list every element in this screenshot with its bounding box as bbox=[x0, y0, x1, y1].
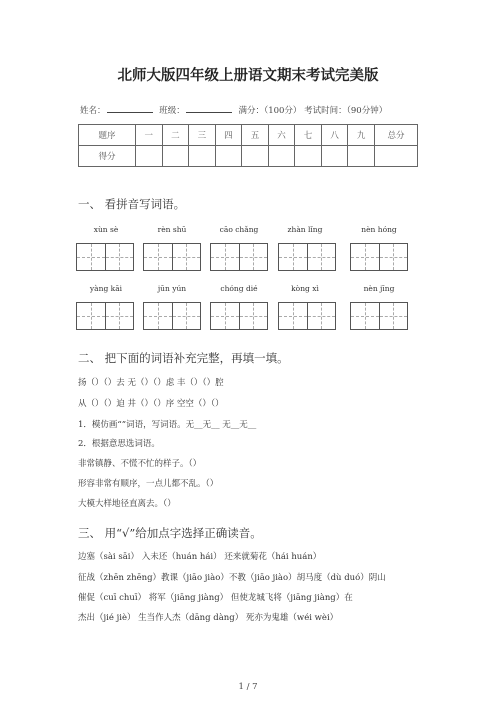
class-label: 班级： bbox=[159, 106, 185, 116]
writing-grid[interactable] bbox=[350, 302, 408, 330]
question-2: 2．根据意思选词语。 bbox=[78, 439, 160, 449]
page-title: 北师大版四年级上册语文期末考试完美版 bbox=[117, 68, 379, 84]
pronunciation-line-2: 征战（zhēn zhēng）教课（jiāo jiào）不教（jiāo jiào）胡马度（dù duó）阴山 bbox=[78, 573, 386, 583]
pinyin-label: zhàn lǐng bbox=[287, 225, 323, 234]
name-label: 姓名： bbox=[80, 106, 106, 116]
score-header-cell: 一 bbox=[136, 125, 163, 146]
pinyin-label: nèn jīng bbox=[363, 284, 395, 293]
pinyin-label: chóng dié bbox=[220, 284, 258, 293]
writing-grid[interactable] bbox=[143, 243, 201, 271]
definition-1: 非常镇静、不慌不忙的样子。（） bbox=[78, 459, 202, 469]
pinyin-label: nèn hóng bbox=[361, 225, 397, 234]
score-header-cell: 题序 bbox=[79, 125, 136, 146]
score-row-label: 得分 bbox=[79, 146, 136, 167]
score-cell[interactable] bbox=[242, 146, 269, 167]
writing-grid[interactable] bbox=[278, 243, 336, 271]
score-cell[interactable] bbox=[375, 146, 418, 167]
class-blank[interactable] bbox=[186, 104, 232, 113]
writing-grid[interactable] bbox=[210, 302, 268, 330]
name-blank[interactable] bbox=[107, 104, 153, 113]
score-header-cell: 总分 bbox=[375, 125, 418, 146]
student-info-line bbox=[80, 104, 387, 116]
score-header-cell: 二 bbox=[162, 125, 189, 146]
score-header-cell: 七 bbox=[295, 125, 322, 146]
score-cell[interactable] bbox=[189, 146, 216, 167]
writing-grid[interactable] bbox=[76, 243, 134, 271]
score-table-score-row bbox=[79, 146, 418, 167]
score-table bbox=[78, 124, 418, 167]
score-header-cell: 三 bbox=[189, 125, 216, 146]
section-2-heading: 二、 把下面的词语补充完整，再填一填。 bbox=[78, 351, 289, 365]
score-header-cell: 六 bbox=[268, 125, 295, 146]
writing-grid[interactable] bbox=[76, 302, 134, 330]
pronunciation-line-3: 催促（cuī chuī） 将军（jiāng jiàng） 但使龙城飞将（jiāng jiàng）在 bbox=[78, 593, 353, 603]
fill-line-1: 扬（）（）去 无（）（）虑 丰（）（）腔 bbox=[78, 378, 224, 388]
section-1-heading: 一、 看拼音写词语。 bbox=[78, 197, 186, 211]
pinyin-label: rèn shū bbox=[157, 225, 187, 234]
page-number: 1 / 7 bbox=[238, 682, 258, 692]
writing-grid[interactable] bbox=[143, 302, 201, 330]
score-cell[interactable] bbox=[321, 146, 348, 167]
pronunciation-line-4: 杰出（jié jiè） 生当作人杰（dāng dàng） 死亦为鬼雄（wéi wèi） bbox=[78, 613, 339, 623]
pinyin-label: xùn sè bbox=[93, 225, 119, 234]
score-header-cell: 四 bbox=[215, 125, 242, 146]
question-1: 1．模仿画“”词语，写词语。无__无__ 无__无__ bbox=[78, 420, 257, 430]
pinyin-label: kòng xì bbox=[291, 284, 319, 293]
fill-line-2: 从（）（）迫 井（）（）序 空空（）（） bbox=[78, 399, 224, 409]
score-cell[interactable] bbox=[348, 146, 375, 167]
score-table-header-row bbox=[79, 125, 418, 146]
score-cell[interactable] bbox=[295, 146, 322, 167]
exam-time-label: 考试时间：（90分钟） bbox=[304, 106, 388, 116]
score-cell[interactable] bbox=[162, 146, 189, 167]
writing-grid[interactable] bbox=[278, 302, 336, 330]
writing-grid[interactable] bbox=[350, 243, 408, 271]
pronunciation-line-1: 边塞（sài sāi） 入未还（huán hái） 还来就菊花（hái huán） bbox=[78, 552, 322, 562]
score-cell[interactable] bbox=[215, 146, 242, 167]
score-header-cell: 五 bbox=[242, 125, 269, 146]
definition-3: 大模大样地径直离去。（） bbox=[78, 499, 176, 509]
score-cell[interactable] bbox=[268, 146, 295, 167]
score-cell[interactable] bbox=[136, 146, 163, 167]
pinyin-label: cāo chǎng bbox=[219, 225, 259, 234]
score-header-cell: 九 bbox=[348, 125, 375, 146]
score-header-cell: 八 bbox=[321, 125, 348, 146]
definition-2: 形容非常有顺序，一点儿都不乱。（） bbox=[78, 479, 219, 489]
pinyin-label: yàng kāi bbox=[89, 284, 123, 293]
full-score-label: 满分：（100分） bbox=[238, 106, 302, 116]
section-3-heading: 三、 用“√”给加点字选择正确读音。 bbox=[78, 526, 262, 540]
pinyin-label: jūn yún bbox=[157, 284, 187, 293]
writing-grid[interactable] bbox=[210, 243, 268, 271]
